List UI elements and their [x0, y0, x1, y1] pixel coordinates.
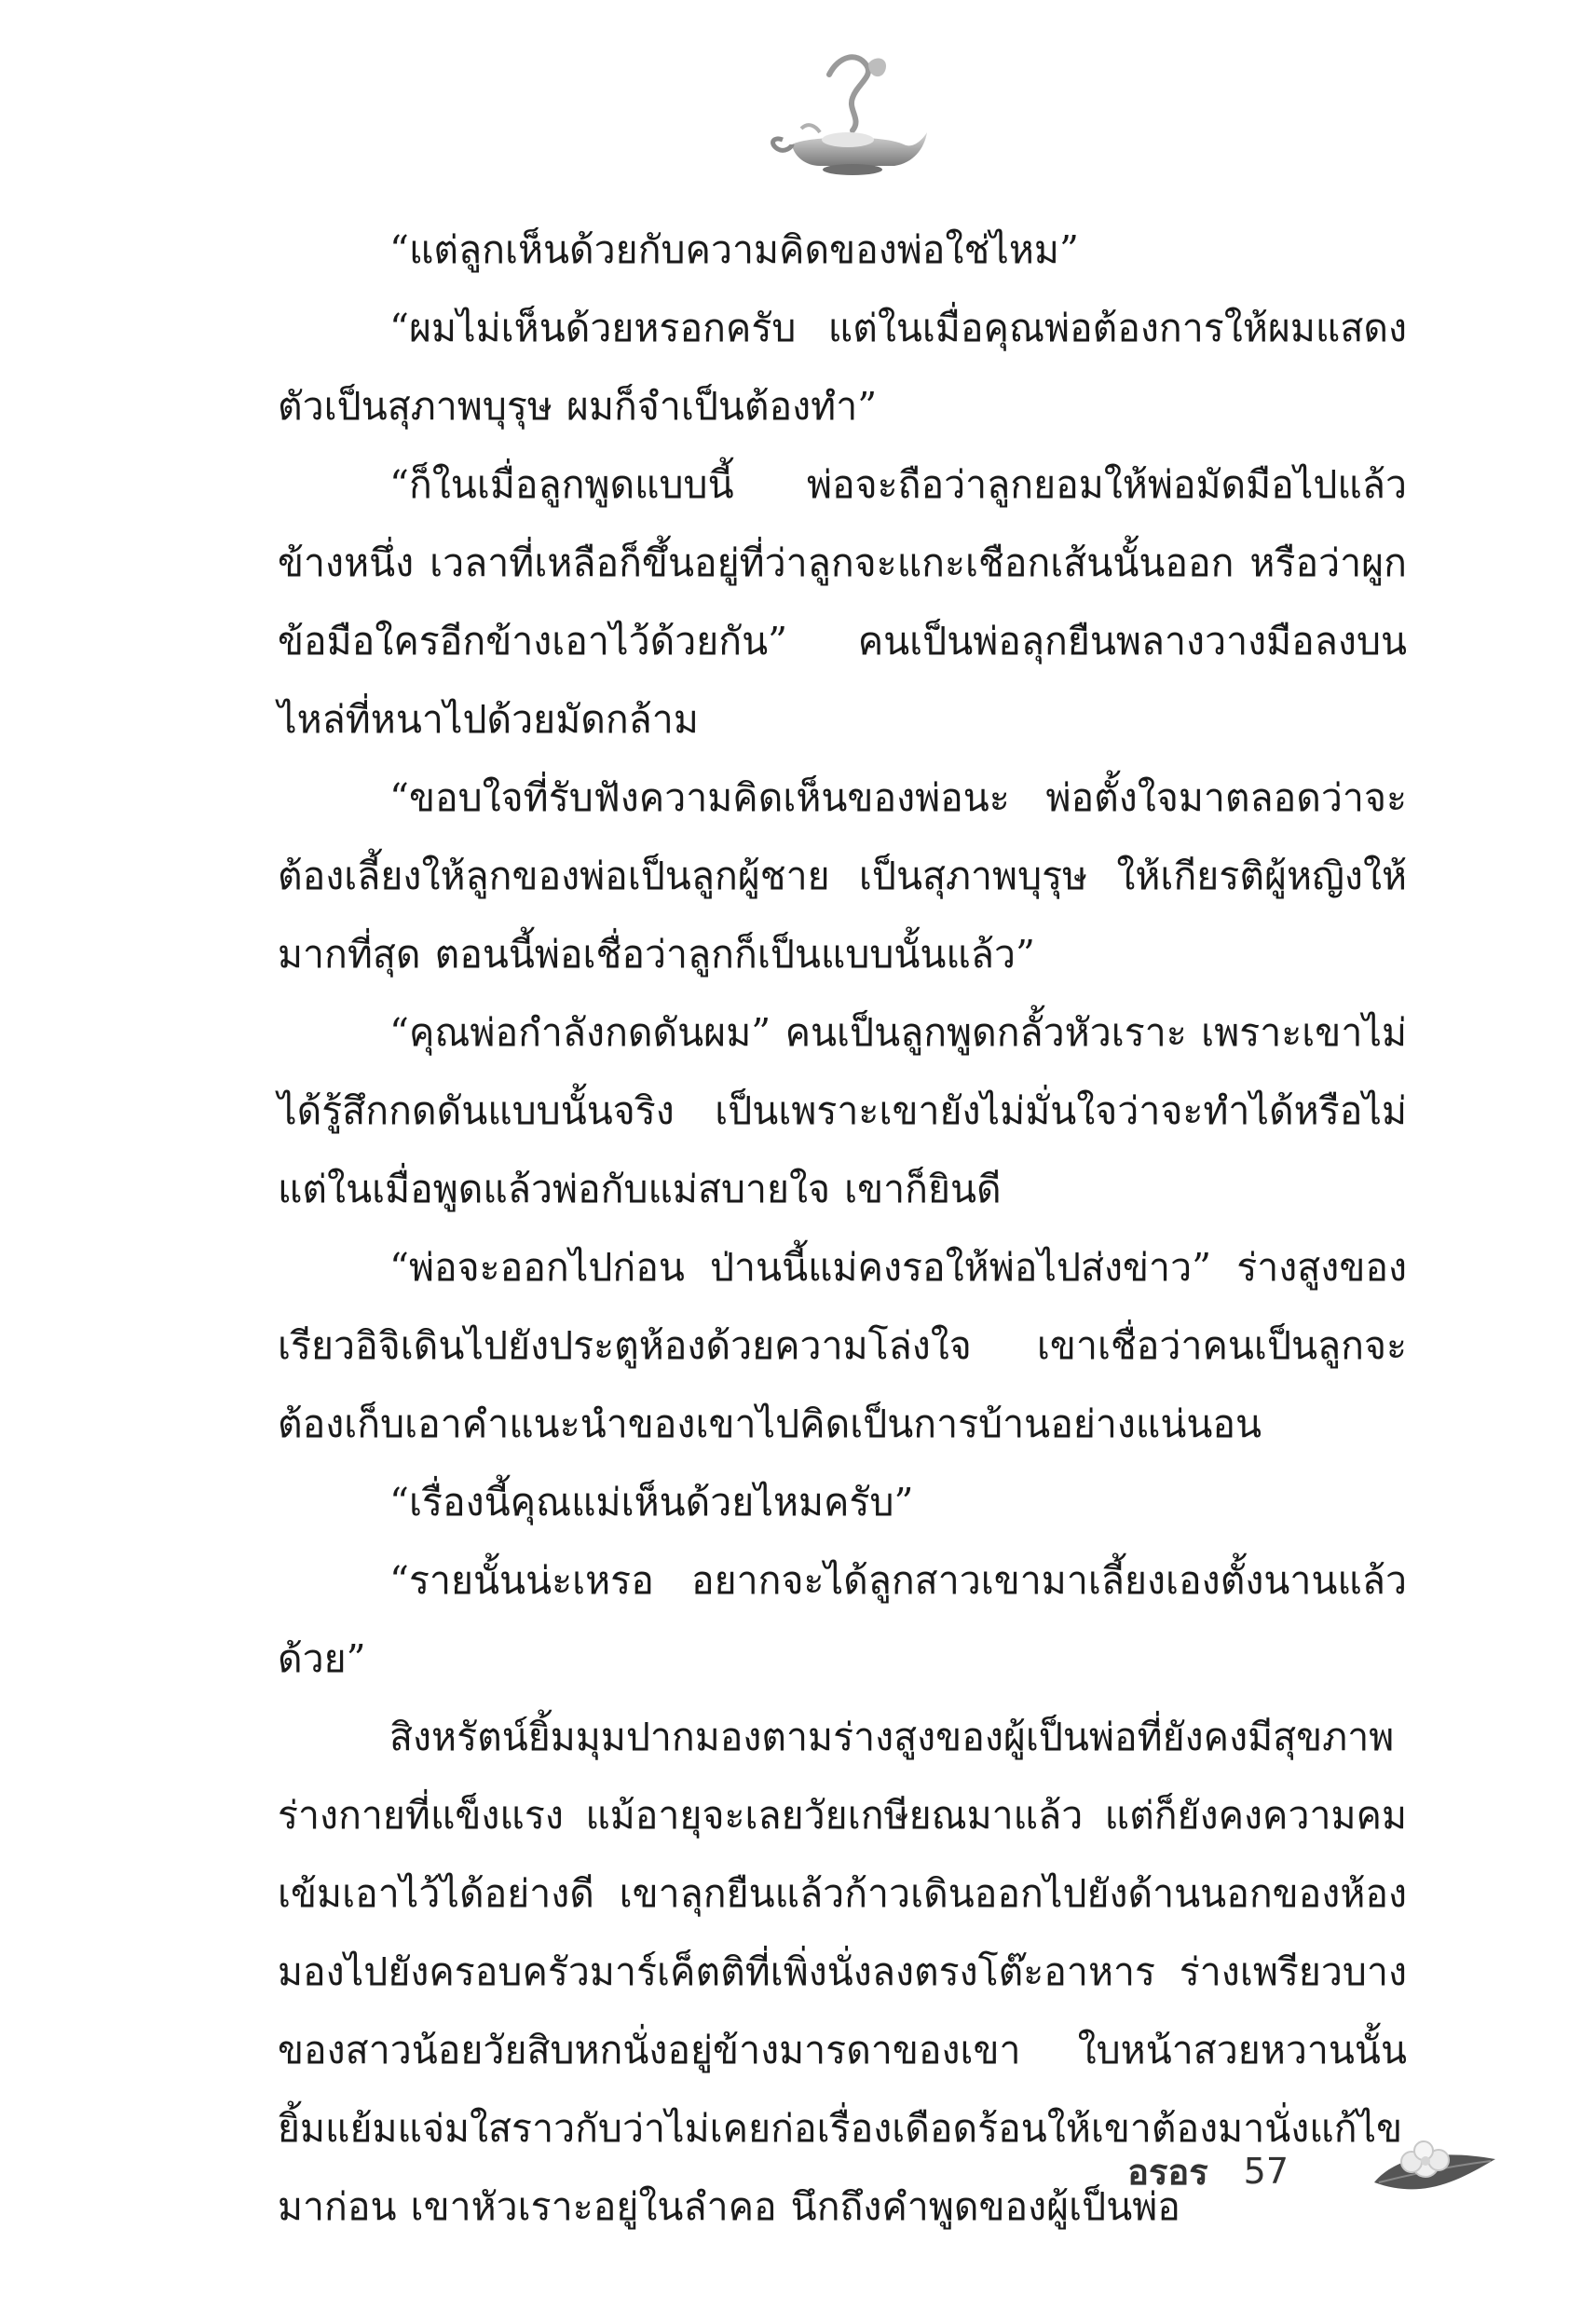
- page-number: 57: [1243, 2151, 1289, 2192]
- paragraph: “ขอบใจที่รับฟังความคิดเห็นของพ่อนะ พ่อตั้งใจมาตลอดว่าจะต้องเลี้ยงให้ลูกของพ่อเป็นลูกผู้ชาย เป็นสุภาพบุรุษ ให้เกียรติผู้หญิงให้มากที่สุด ตอนนี้พ่อเชื่อว่าลูกก็เป็นแบบนั้นแล้ว”: [278, 775, 1407, 977]
- flower-leaf-icon: [1370, 2126, 1500, 2210]
- paragraph: “รายนั้นน่ะเหรอ อยากจะได้ลูกสาวเขามาเลี้ยงเองตั้งนานแล้วด้วย”: [278, 1558, 1407, 1681]
- genie-lamp-icon: [764, 47, 932, 186]
- paragraph: “คุณพ่อกำลังกดดันผม” คนเป็นลูกพูดกลั้วหัวเราะ เพราะเขาไม่ได้รู้สึกกดดันแบบนั้นจริง เป็นเพราะเขายังไม่มั่นใจว่าจะทำได้หรือไม่ แต่ในเมื่อพูดแล้วพ่อกับแม่สบายใจ เขาก็ยินดี: [278, 1010, 1407, 1211]
- paragraph: “เรื่องนี้คุณแม่เห็นด้วยไหมครับ”: [389, 1480, 914, 1525]
- paragraph: สิงหรัตน์ยิ้มมุมปากมองตามร่างสูงของผู้เป็นพ่อที่ยังคงมีสุขภาพร่างกายที่แข็งแรง แม้อายุจะเลยวัยเกษียณมาแล้ว แต่ก็ยังคงความคมเข้มเอาไว้ได้อย่างดี เขาลุกยืนแล้วก้าวเดินออกไปยังด้านนอกของห้อง มองไปยังครอบครัวมาร์เค็ตติที่เพิ่งนั่งลงตรงโต๊ะอาหาร ร่างเพรียวบางของสาวน้อยวัยสิบหกนั่งอยู่ข้างมารดาของเขา ใบหน้าสวยหวานนั้นยิ้มแย้มแจ่มใสราวกับว่าไม่เคยก่อเรื่องเดือดร้อนให้เขาต้องมานั่งแก้ไขมาก่อน เขาหัวเราะอยู่ในลำคอ นึกถึงคำพูดของผู้เป็นพ่อ: [278, 1715, 1407, 2229]
- body-text: [278, 211, 1407, 2246]
- paragraph: “ก็ในเมื่อลูกพูดแบบนี้ พ่อจะถือว่าลูกยอมให้พ่อมัดมือไปแล้วข้างหนึ่ง เวลาที่เหลือก็ขึ้นอยู่ที่ว่าลูกจะแกะเชือกเส้นนั้นออก หรือว่าผูกข้อมือใครอีกข้างเอาไว้ด้วยกัน” คนเป็นพ่อลุกยืนพลางวางมือลงบนไหล่ที่หนาไปด้วยมัดกล้าม: [278, 462, 1407, 742]
- paragraph: “พ่อจะออกไปก่อน ป่านนี้แม่คงรอให้พ่อไปส่งข่าว” ร่างสูงของเรียวอิจิเดินไปยังประตูห้องด้วยความโล่งใจ เขาเชื่อว่าคนเป็นลูกจะต้องเก็บเอาคำแนะนำของเขาไปคิดเป็นการบ้านอย่างแน่นอน: [278, 1245, 1407, 1446]
- book-title: อรอร: [1127, 2151, 1208, 2193]
- page-footer: [1127, 2143, 1289, 2199]
- paragraph: “แต่ลูกเห็นด้วยกับความคิดของพ่อใช่ไหม”: [389, 227, 1079, 272]
- paragraph: “ผมไม่เห็นด้วยหรอกครับ แต่ในเมื่อคุณพ่อต้องการให้ผมแสดงตัวเป็นสุภาพบุรุษ ผมก็จำเป็นต้องทำ”: [278, 306, 1407, 429]
